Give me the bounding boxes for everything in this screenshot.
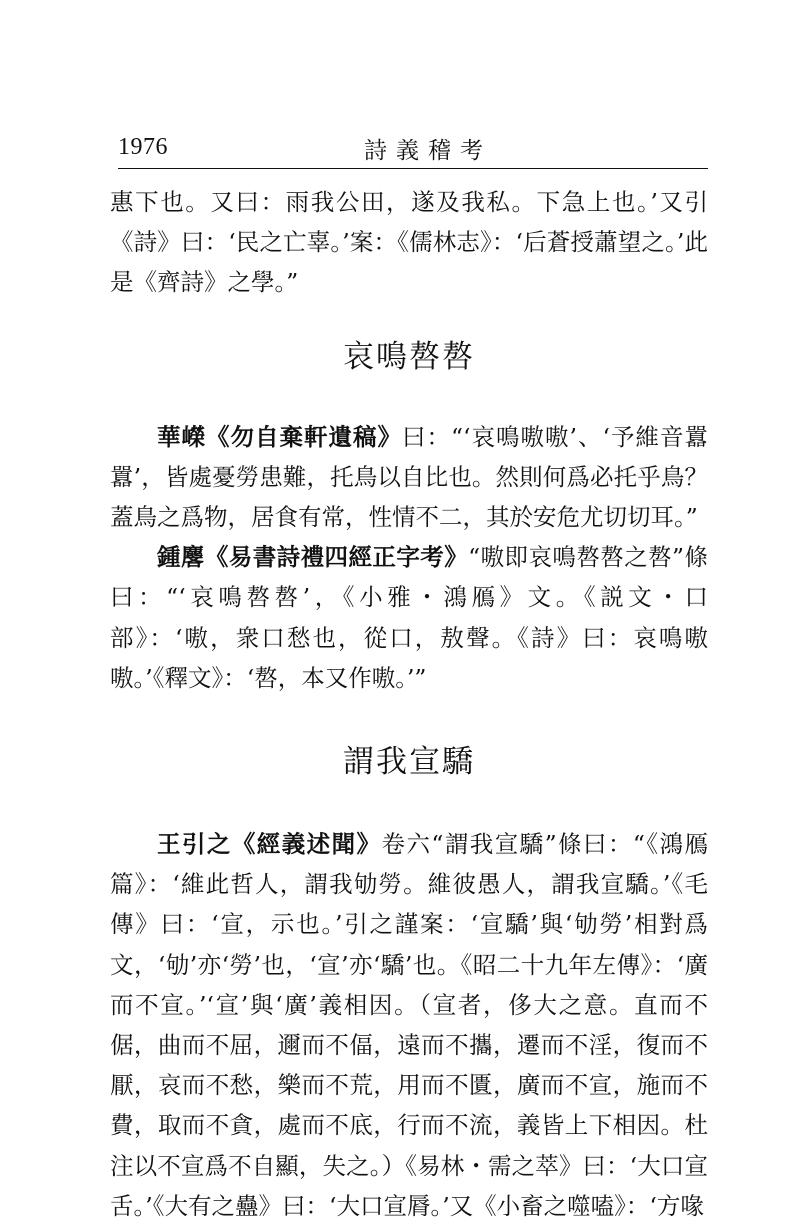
author-source: 王引之《經義述聞》 <box>157 830 382 859</box>
author-source: 華嶸《勿自棄軒遺稿》 <box>157 422 403 451</box>
running-title: 詩義稽考 <box>364 138 492 164</box>
header-rule <box>118 168 708 169</box>
paragraph-text: 卷六“謂我宣驕”條曰：“《鴻鴈篇》：‘維此哲人，謂我劬勞。維彼愚人，謂我宣驕。’《毛傳》曰：‘宣，示也。’引之謹案：‘宣驕’與‘劬勞’相對爲文，‘劬’亦‘勞’也，‘宣’亦‘驕’也。《昭二十九年左傳》：‘廣而不宣。’‘宣’與‘廣’義相因。（宣者，侈大之意。直而不倨，曲而不屈，邇而不偪，遠而不攜，遷而不淫，復而不厭，哀而不愁，樂而不荒，用而不匱，廣而不宣，施而不費，取而不貪，處而不底，行而不流，義皆上下相因。杜注以不宣爲不自顯，失之。）《易林・需之萃》曰：‘大口宣舌。’《大有之蠱》曰：‘大口宣脣。’又《小畜之噬嗑》：‘方喙 <box>110 830 709 1220</box>
page-header <box>118 130 708 170</box>
paragraph-1-1 <box>110 417 708 538</box>
section-title-1: 哀鳴嗸嗸 <box>343 338 475 375</box>
paragraph-text: 曰：“‘哀鳴嗷嗷’、‘予維音囂囂’，皆處憂勞患難，托鳥以自比也。然則何爲必托乎鳥？蓋鳥之爲物，居食有常，性情不二，其於安危尤切切耳。” <box>110 422 708 532</box>
section-title-2: 謂我宣驕 <box>343 744 475 781</box>
paragraph-2-1 <box>110 824 708 1226</box>
paragraph-1-2 <box>110 537 708 698</box>
author-source: 鍾麐《易書詩禮四經正字考》 <box>157 543 469 572</box>
paragraph-text: “嗷即哀鳴嗸嗸之嗸”條曰：“‘哀鳴嗸嗸’，《小雅・鴻鴈》文。《説文・口部》：‘嗷，衆口愁也，從口，敖聲。《詩》曰：哀鳴嗷嗷。’《釋文》：‘嗸，本又作嗷。’” <box>110 543 709 692</box>
page-number: 1976 <box>118 134 168 160</box>
continuation-paragraph: 惠下也。又曰：雨我公田，遂及我私。下急上也。’又引《詩》曰：‘民之亡辜。’案：《儒林志》：‘后蒼授蕭望之。’此是《齊詩》之學。” <box>110 188 708 297</box>
page-body <box>110 182 708 1226</box>
